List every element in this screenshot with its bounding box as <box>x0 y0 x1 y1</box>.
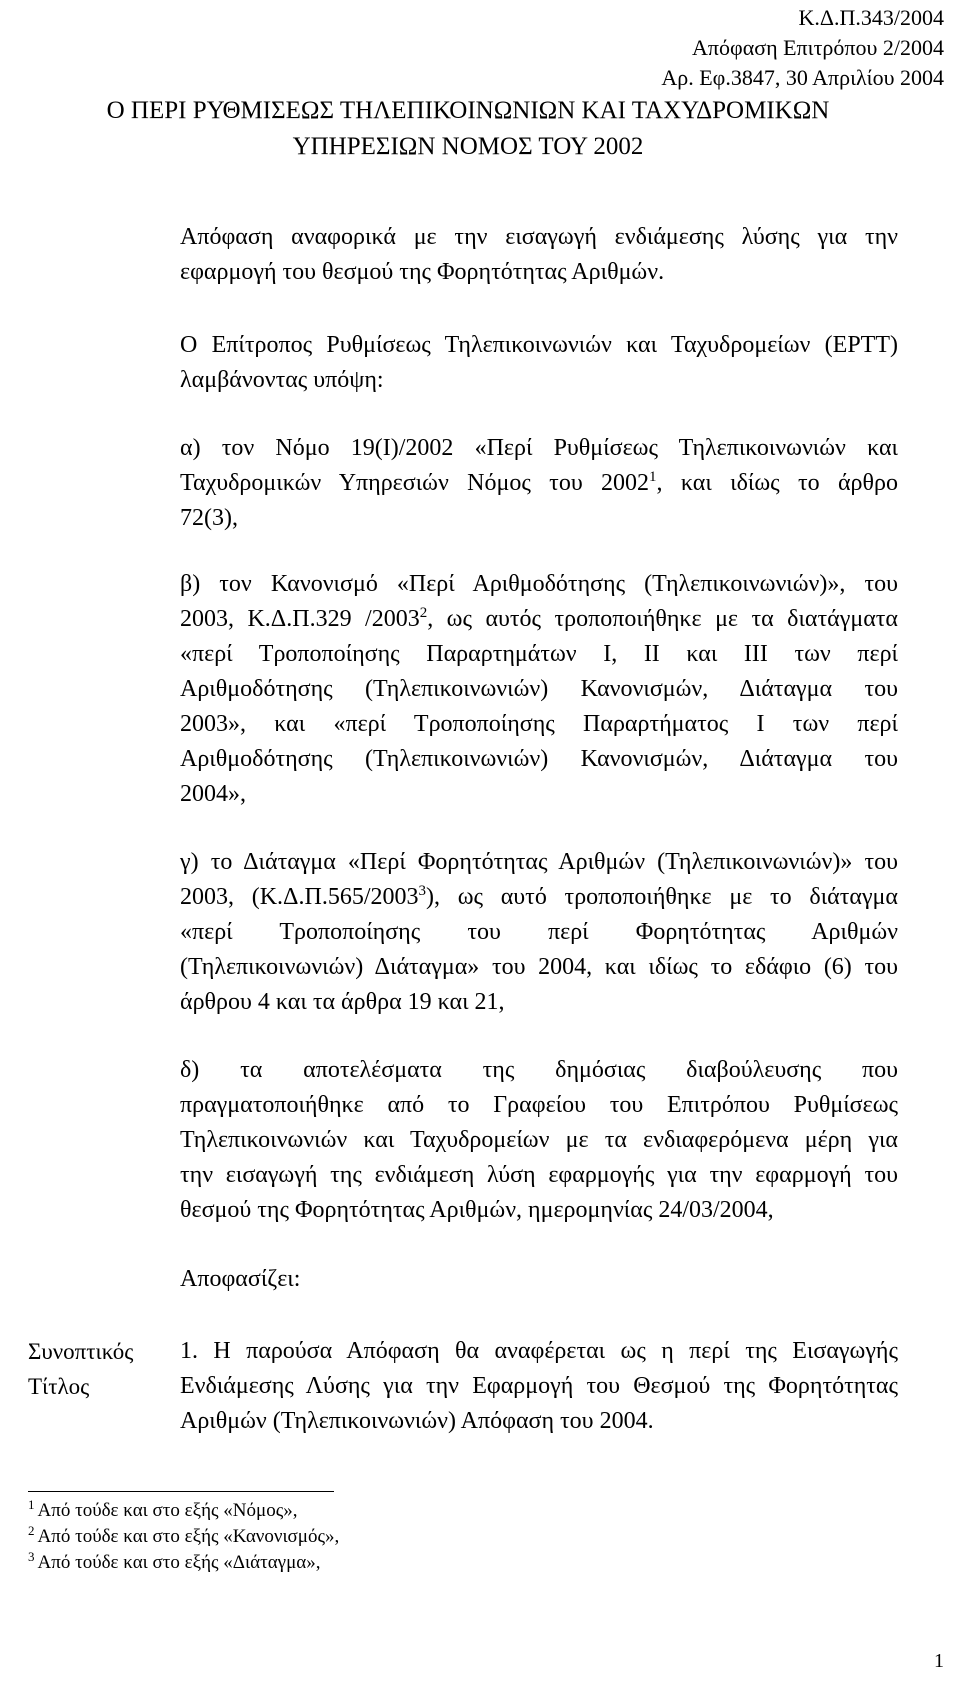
page-number: 1 <box>934 1650 944 1672</box>
intro-line-1: Ο Επίτροπος Ρυθμίσεως Τηλεπικοινωνιών και Ταχυδρομείων (ΕΡΤΤ) <box>180 332 898 358</box>
header-gazette-issue: Αρ. Εφ.3847, 30 Απριλίου 2004 <box>661 65 944 90</box>
para-b-line-2-end: , ως αυτός τροποποιήθηκε με τα διατάγματα <box>427 606 898 632</box>
header-decision-number: Απόφαση Επιτρόπου 2/2004 <box>692 35 944 60</box>
para-d-line-5: θεσμού της Φορητότητας Αριθμών, ημερομηνίας 24/03/2004, <box>180 1197 774 1223</box>
footnote-3-number: 3 <box>28 1549 35 1564</box>
para-c-line-1: γ) το Διάταγμα «Περί Φορητότητας Αριθμών (Τηλεπικοινωνιών)» του <box>180 849 898 875</box>
footnote-2 <box>28 1524 339 1551</box>
intro-line-2: λαμβάνοντας υπόψη: <box>180 367 384 393</box>
footnote-2-number: 2 <box>28 1523 35 1538</box>
para-c-line-2-end: ), ως αυτό τροποποιήθηκε με το διάταγμα <box>425 884 898 910</box>
margin-note-line-2: Τίτλος <box>28 1374 90 1399</box>
footnote-1-number: 1 <box>28 1497 35 1512</box>
para-a-line-2-start: Ταχυδρομικών Υπηρεσιών Νόμος του 2002 <box>180 470 650 496</box>
footnote-ref-1: 1 <box>649 469 657 485</box>
para-b-line-5: 2003», και «περί Τροποποίησης Παραρτήματος Ι των περί <box>180 711 898 737</box>
para-d-line-4: την εισαγωγή της ενδιάμεση λύση εφαρμογής για την εφαρμογή του <box>180 1162 898 1188</box>
para-a-line-3: 72(3), <box>180 505 238 531</box>
para-c-line-5: άρθρου 4 και τα άρθρα 19 και 21, <box>180 989 505 1015</box>
section-1-line-2: Ενδιάμεσης Λύσης για την Εφαρμογή του Θεσμού της Φορητότητας <box>180 1373 898 1399</box>
para-c-line-4: (Τηλεπικοινωνιών) Διάταγμα» του 2004, και ιδίως το εδάφιο (6) του <box>180 954 898 980</box>
margin-note-line-1: Συνοπτικός <box>28 1339 134 1364</box>
footnote-3 <box>28 1550 320 1577</box>
para-b-line-3: «περί Τροποποίησης Παραρτημάτων Ι, ΙΙ και ΙΙΙ των περί <box>180 641 898 667</box>
para-b-line-4: Αριθμοδότησης (Τηλεπικοινωνιών) Κανονισμών, Διάταγμα του <box>180 676 898 702</box>
para-b-line-7: 2004», <box>180 781 246 807</box>
para-a-line-1: α) τον Νόμο 19(Ι)/2002 «Περί Ρυθμίσεως Τηλεπικοινωνιών και <box>180 435 898 461</box>
para-d-line-1: δ) τα αποτελέσματα της δημόσιας διαβούλευσης που <box>180 1057 898 1083</box>
section-1-line-1: 1. Η παρούσα Απόφαση θα αναφέρεται ως η περί της Εισαγωγής <box>180 1338 898 1364</box>
footnote-1-text: Από τούδε και στο εξής «Νόμος», <box>37 1500 298 1521</box>
para-b-line-1: β) τον Κανονισμό «Περί Αριθμοδότησης (Τηλεπικοινωνιών)», του <box>180 571 898 597</box>
footnote-2-text: Από τούδε και στο εξής «Κανονισμός», <box>37 1526 340 1547</box>
para-b-line-2 <box>180 601 898 638</box>
law-title-line-2: ΥΠΗΡΕΣΙΩΝ ΝΟΜΟΣ ΤΟΥ 2002 <box>292 133 644 160</box>
footnote-1 <box>28 1498 297 1525</box>
header-reference: Κ.Δ.Π.343/2004 <box>798 5 944 30</box>
footnote-separator <box>28 1491 334 1492</box>
subject-line-1: Απόφαση αναφορικά με την εισαγωγή ενδιάμεσης λύσης για την <box>180 224 898 250</box>
footnote-ref-2: 2 <box>419 605 428 621</box>
para-c-line-2-start: 2003, (Κ.Δ.Π.565/2003 <box>180 884 419 910</box>
section-1-line-3: Αριθμών (Τηλεπικοινωνιών) Απόφαση του 2004. <box>180 1408 654 1434</box>
para-c-line-3: «περί Τροποποίησης του περί Φορητότητας Αριθμών <box>180 919 898 945</box>
para-b-line-6: Αριθμοδότησης (Τηλεπικοινωνιών) Κανονισμών, Διάταγμα του <box>180 746 898 772</box>
para-c-line-2 <box>180 879 898 916</box>
subject-line-2: εφαρμογή του θεσμού της Φορητότητας Αριθμών. <box>180 259 665 285</box>
para-d-line-3: Τηλεπικοινωνιών και Ταχυδρομείων με τα ενδιαφερόμενα μέρη για <box>180 1127 898 1153</box>
footnote-3-text: Από τούδε και στο εξής «Διάταγμα», <box>37 1552 321 1573</box>
para-a-line-2 <box>180 465 898 502</box>
para-d-line-2: πραγματοποιήθηκε από το Γραφείου του Επιτρόπου Ρυθμίσεως <box>180 1092 898 1118</box>
footnote-ref-3: 3 <box>418 883 426 899</box>
law-title-line-1: Ο ΠΕΡΙ ΡΥΘΜΙΣΕΩΣ ΤΗΛΕΠΙΚΟΙΝΩΝΙΩΝ ΚΑΙ ΤΑΧΥΔΡΟΜΙΚΩΝ <box>106 97 830 124</box>
decides-heading: Αποφασίζει: <box>180 1266 301 1292</box>
para-a-line-2-end: , και ιδίως το άρθρο <box>656 470 898 496</box>
para-b-line-2-start: 2003, Κ.Δ.Π.329 /2003 <box>180 606 420 632</box>
